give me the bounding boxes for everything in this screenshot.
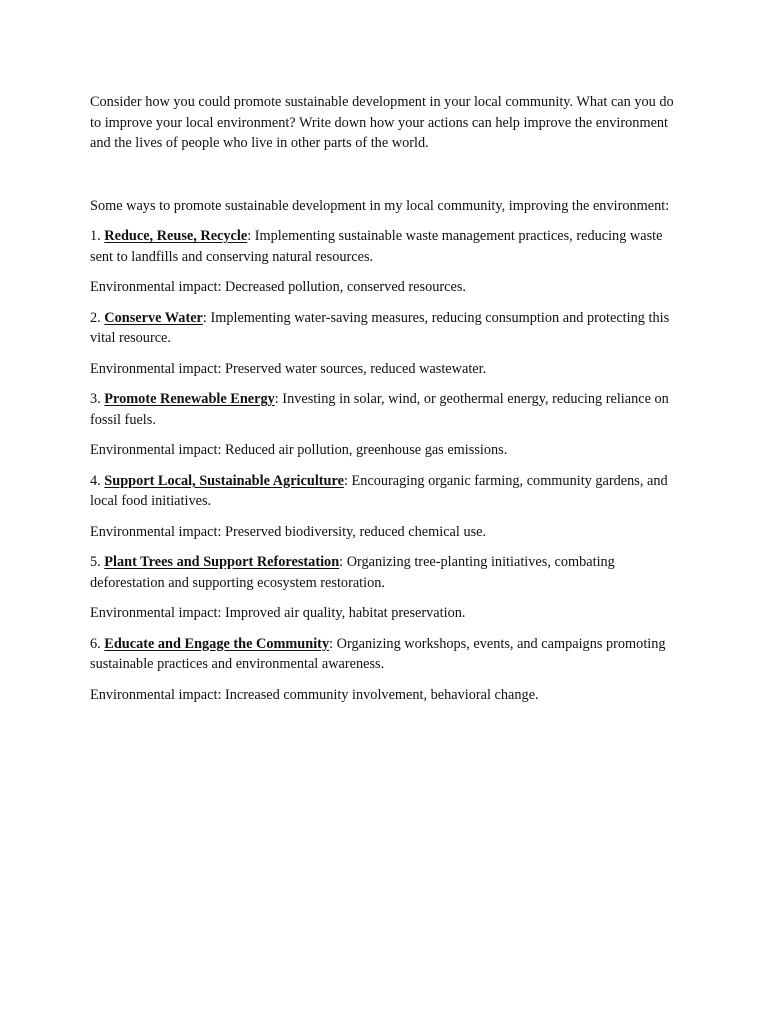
item-number: 6. [90, 635, 105, 652]
item-number: 4. [90, 472, 105, 489]
impact-statement: Environmental impact: Improved air quality, habitat preservation. [90, 605, 466, 621]
list-item-plant-trees [90, 552, 682, 593]
item-description: : Organizing tree-planting initiatives, combating deforestation and supporting ecosystem restoration. [90, 554, 615, 591]
item-title: Support Local, Sustainable Agriculture [104, 472, 344, 489]
impact-statement: Environmental impact: Preserved water sources, reduced wastewater. [90, 360, 487, 377]
item-title: Conserve Water [104, 309, 203, 326]
item-description: : Encouraging organic farming, community gardens, and local food initiatives. [90, 472, 668, 509]
impact-statement: Environmental impact: Increased community involvement, behavioral change. [90, 686, 539, 703]
list-item-educate-community [90, 634, 682, 675]
item-description: : Implementing sustainable waste management practices, reducing waste sent to landfills and conserving natural resources. [90, 228, 663, 265]
impact-statement: Environmental impact: Decreased pollution, conserved resources. [90, 279, 466, 295]
item-number: 5. [90, 554, 105, 570]
impact-statement: Environmental impact: Reduced air pollution, greenhouse gas emissions. [90, 442, 508, 458]
document-page [90, 92, 682, 715]
item-number: 3. [90, 391, 105, 407]
response-intro: Some ways to promote sustainable development in my local community, improving the environment: [90, 197, 670, 214]
item-number: 2. [90, 309, 105, 326]
assignment-prompt: Consider how you could promote sustainable development in your local community. What can you do to improve your local environment? Write down how your actions can help improve the environment and the lives of people who live in other parts of the world. [90, 94, 674, 151]
item-number: 1. [90, 228, 105, 244]
item-title: Reduce, Reuse, Recycle [104, 228, 248, 244]
item-description: : Organizing workshops, events, and campaigns promoting sustainable practices and environmental awareness. [90, 635, 666, 672]
impact-statement: Environmental impact: Preserved biodiversity, reduced chemical use. [90, 523, 487, 540]
item-description: : Investing in solar, wind, or geothermal energy, reducing reliance on fossil fuels. [90, 391, 669, 428]
item-description: : Implementing water-saving measures, reducing consumption and protecting this vital resource. [90, 309, 670, 346]
item-title: Educate and Engage the Community [104, 635, 330, 652]
list-item-renewable-energy [90, 389, 682, 430]
list-item-reduce-reuse-recycle [90, 226, 682, 267]
list-item-sustainable-agriculture [90, 471, 682, 512]
item-title: Plant Trees and Support Reforestation [104, 554, 340, 570]
item-title: Promote Renewable Energy [104, 391, 275, 407]
list-item-conserve-water [90, 308, 682, 349]
